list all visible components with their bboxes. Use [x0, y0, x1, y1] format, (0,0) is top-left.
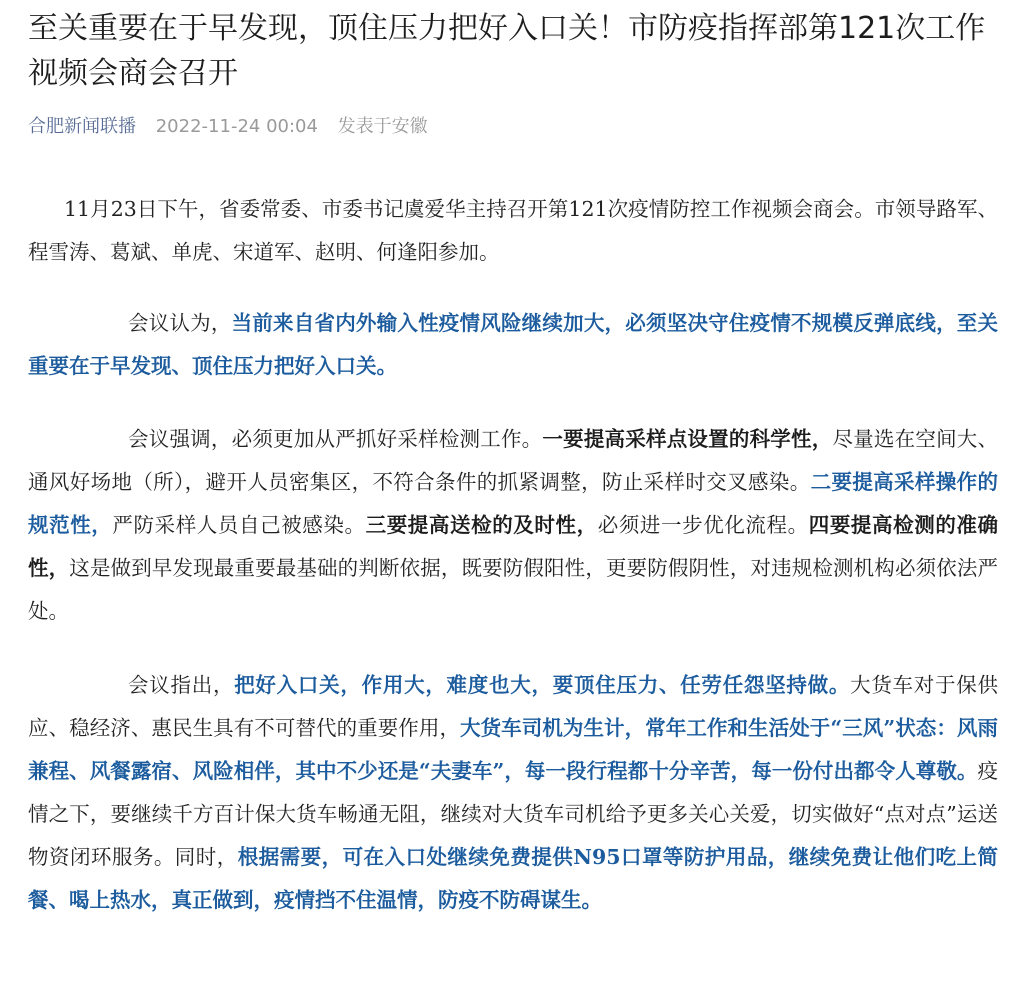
paragraph-text: 会议认为，	[128, 311, 232, 335]
paragraph-1	[28, 188, 998, 274]
article-title: 至关重要在于早发现，顶住压力把好入口关！市防疫指挥部第121次工作视频会商会召开	[28, 11, 986, 91]
highlighted-text: 把好入口关，作用大，难度也大，要顶住压力、任劳任怨坚持做。	[234, 673, 851, 697]
paragraph-text: 必须进一步优化流程。	[597, 513, 809, 537]
paragraph-4	[28, 664, 998, 922]
paragraph-text: 尽量选在空间大、通风好场地（所），避开人员密集区，不符合条件的抓紧调整，防止采样时交叉感染。	[28, 427, 999, 494]
publish-location: 发表于安徽	[337, 116, 428, 137]
publish-date: 2022-11-24 00:04	[155, 116, 318, 137]
source-link[interactable]: 合肥新闻联播	[28, 116, 136, 137]
emphasized-text: 三要提高送检的及时性，	[365, 513, 598, 537]
highlighted-text: 根据需要，可在入口处继续免费提供N95口罩等防护用品，继续免费让他们吃上简餐、喝上热水，真正做到，疫情挡不住温情，防疫不防碍谋生。	[28, 845, 999, 912]
paragraph-text: 会议强调，必须更加从严抓好采样检测工作。	[128, 427, 543, 451]
article-meta	[28, 112, 428, 142]
paragraph-text: 11月23日下午，省委常委、市委书记虞爱华主持召开第121次疫情防控工作视频会商会。市领导路军、程雪涛、葛斌、单虎、宋道军、赵明、何逢阳参加。	[28, 197, 998, 264]
emphasized-text: 四要提高检测的准确性，	[28, 513, 999, 580]
highlighted-text: 大货车司机为生计，常年工作和生活处于“三风”状态：风雨兼程、风餐露宿、风险相伴，其中不少还是“夫妻车”，每一段行程都十分辛苦，每一份付出都令人尊敬。	[28, 716, 998, 783]
highlighted-text: 当前来自省内外输入性疫情风险继续加大，必须坚决守住疫情不规模反弹底线，至关重要在于早发现、顶住压力把好入口关。	[28, 311, 999, 378]
paragraph-text: 会议指出，	[128, 673, 235, 697]
paragraph-text: 疫情之下，要继续千方百计保大货车畅通无阻，继续对大货车司机给予更多关心关爱，切实做好“点对点”运送物资闭环服务。同时，	[28, 759, 998, 869]
paragraph-text: 这是做到早发现最重要最基础的判断依据，既要防假阳性，更要防假阴性，对违规检测机构必须依法严处。	[28, 556, 999, 623]
paragraph-3	[28, 418, 998, 633]
emphasized-text: 一要提高采样点设置的科学性，	[542, 427, 833, 451]
paragraph-text: 大货车对于保供应、稳经济、惠民生具有不可替代的重要作用，	[28, 673, 999, 740]
highlighted-text: 二要提高采样操作的规范性，	[28, 470, 999, 537]
paragraph-text: 严防采样人员自己被感染。	[112, 513, 366, 537]
paragraph-2	[28, 302, 998, 388]
